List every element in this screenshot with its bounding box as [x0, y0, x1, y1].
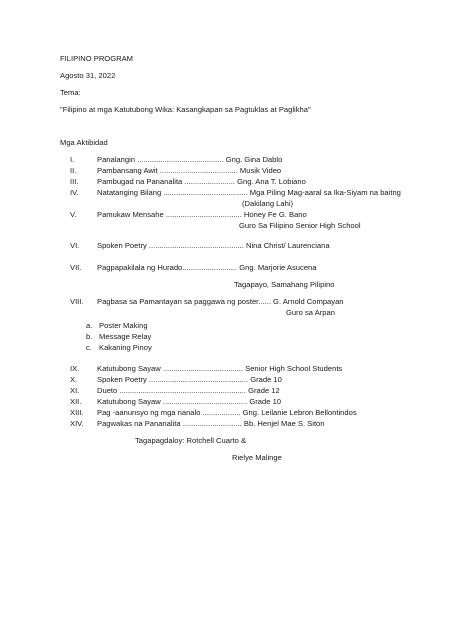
item-text: Spoken Poetry ............................................. Nina Christ/ Laurenciana: [97, 241, 330, 250]
item-number: VI.: [70, 241, 80, 250]
sub-item-letter: a.: [86, 321, 93, 330]
host-line-2: Rielye Malinge: [232, 453, 282, 462]
date: Agosto 31, 2022: [60, 71, 116, 80]
item-number: XII.: [70, 397, 82, 406]
item-subtitle: Tagapayo, Samahang Pilipino: [234, 280, 335, 289]
item-subtitle: (Dakilang Lahi): [242, 199, 294, 208]
item-number: IX.: [70, 364, 80, 373]
item-number: II.: [70, 166, 77, 175]
item-number: III.: [70, 177, 79, 186]
section-title: Mga Aktibidad: [60, 138, 108, 147]
sub-item-text: Kakaning Pinoy: [99, 343, 152, 352]
item-subtitle: Guro Sa Filipino Senior High School: [239, 221, 361, 230]
tema-label: Tema:: [60, 88, 81, 97]
item-number: XI.: [70, 386, 80, 395]
item-subtitle: Guro sa Arpan: [286, 308, 335, 317]
item-number: I.: [70, 155, 75, 164]
item-text: Katutubong Sayaw ........................................ Grade 10: [97, 397, 282, 406]
item-number: VII.: [70, 263, 82, 272]
item-text: Pag -aanunsyo ng mga nanalo .................. Gng. Leilanie Lebron Bellontindos: [97, 408, 357, 417]
item-number: X.: [70, 375, 78, 384]
item-text: Pamukaw Mensahe .................................... Honey Fe G. Bano: [97, 210, 307, 219]
item-text: Katutubong Sayaw ...................................... Senior High School Students: [97, 364, 343, 373]
item-number: IV.: [70, 188, 79, 197]
item-text: Dueto ............................................................ Grade 12: [97, 386, 280, 395]
item-number: VIII.: [70, 297, 84, 306]
item-text: Pagpapakilala ng Hurado.......................... Gng. Marjorie Asucena: [97, 263, 317, 272]
item-text: Panalangin ......................................... Gng. Gina Dablo: [97, 155, 283, 164]
sub-item-letter: b.: [86, 332, 93, 341]
sub-item-letter: c.: [86, 343, 92, 352]
item-number: XIV.: [70, 419, 84, 428]
tema-text: "Filipino at mga Katutubong Wika: Kasangkapan sa Pagtuklas at Paglikha": [60, 105, 311, 114]
host-line-1: Tagapagdaloy: Rotchell Cuarto &: [135, 436, 247, 445]
item-text: Pagbasa sa Pamantayan sa paggawa ng poster...... G. Arnold Compayan: [97, 297, 344, 306]
item-number: XIII.: [70, 408, 84, 417]
item-text: Pambugad na Pananalita ........................ Gng. Ana T. Lobiano: [97, 177, 306, 186]
item-number: V.: [70, 210, 77, 219]
sub-item-text: Poster Making: [99, 321, 148, 330]
item-text: Pagwakas na Pananalita ............................ Bb. Henjel Mae S. Siton: [97, 419, 325, 428]
sub-item-text: Message Relay: [99, 332, 152, 341]
item-text: Spoken Poetry ............................................... Grade 10: [97, 375, 282, 384]
item-text: Pambansang Awit ..................................... Musik Video: [97, 166, 282, 175]
item-text: Natatanging Bilang ........................................ Mga Piling Mag-aaral sa Ika-Siyam na baitng: [97, 188, 401, 197]
program-title: FILIPINO PROGRAM: [60, 54, 133, 63]
